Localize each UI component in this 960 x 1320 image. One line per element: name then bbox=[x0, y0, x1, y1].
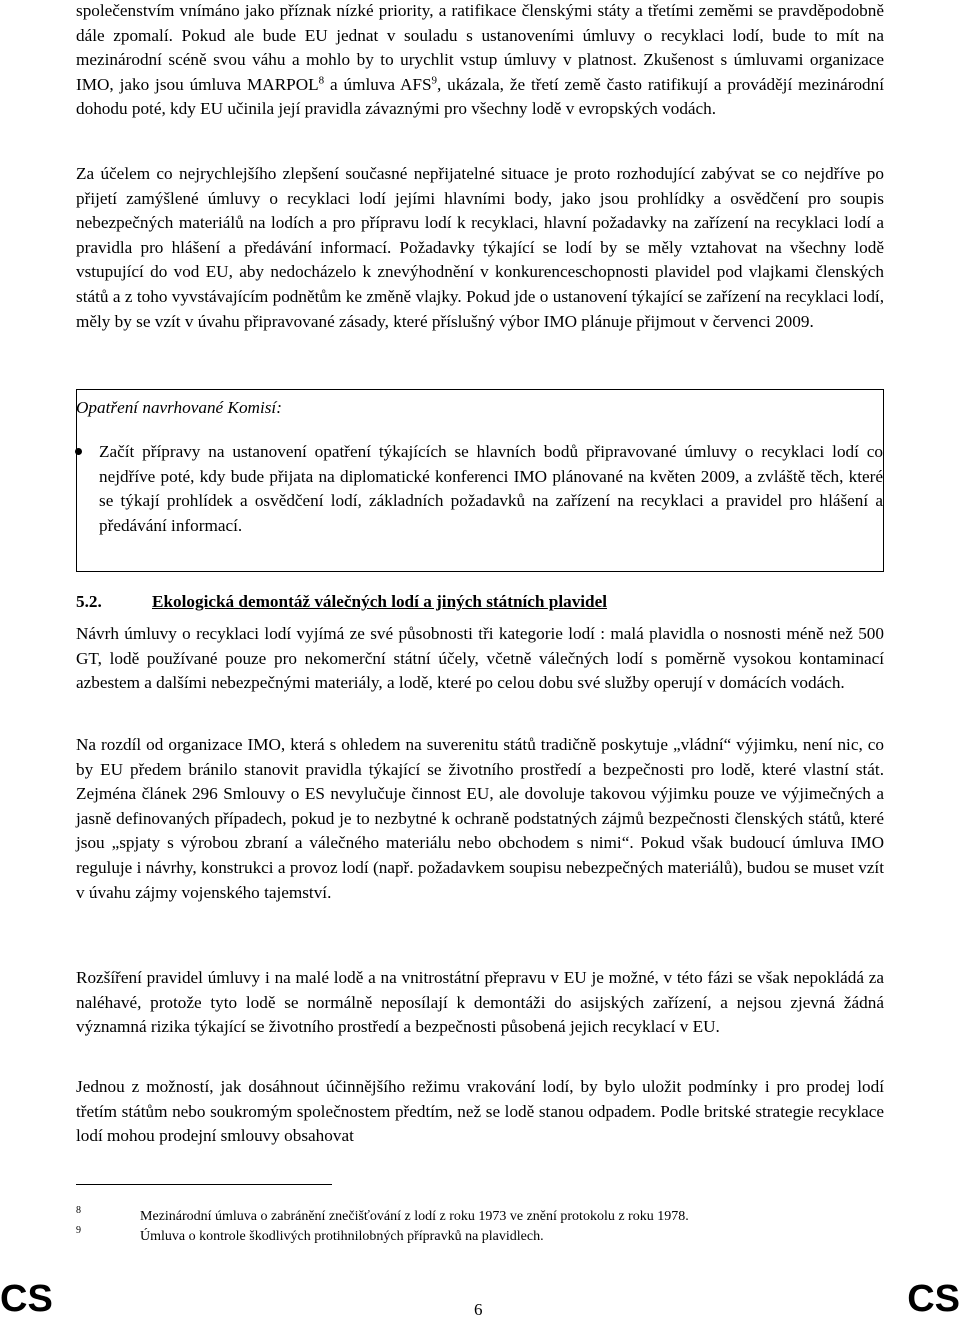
language-code-left: CS bbox=[0, 1278, 53, 1320]
paragraph-ratification bbox=[76, 0, 884, 122]
paragraph-state-exemption: Na rozdíl od organizace IMO, která s ohledem na suverenitu států tradičně poskytuje „vládní“ výjimku, není nic, co by EU předem bránilo stanovit pravidla týkající se životního prostředí a bezpečnosti pro lodě, které vlastní stát. Zejména článek 296 Smlouvy o ES nevylučuje činnost EU, ale dovoluje takovou výjimku pouze ve výjimečných a jasně definovaných případech, pokud je to nezbytné k ochraně podstatných zájmů bezpečnosti členských států, které jsou „spjaty s výrobou zbraní a válečného materiálu nebo obchodem s nimi“. Pokud však budoucí úmluva IMO reguluje i návrhy, konstrukci a provoz lodí (např. požadavkem soupisu nebezpečných materiálů), budou se muset vzít v úvahu zájmy vojenského tajemství. bbox=[76, 735, 884, 902]
footnote-divider bbox=[76, 1184, 332, 1185]
paragraph-text: a úmluva AFS bbox=[324, 74, 432, 94]
footnote-ref-8[interactable]: 8 bbox=[318, 74, 325, 87]
paragraph-improvement: Za účelem co nejrychlejšího zlepšení současné nepřijatelné situace je proto rozhodující zabývat se co nejdříve po přijetí zamýšlené úmluvy o recyklaci lodí jejími hlavními body, jako jsou prohlídky a osvědčení pro soupis nebezpečných materiálů na lodích a pro přípravu lodí k recyklaci, hlavní požadavky na zařízení na recyklaci lodí a pravidla pro hlášení a předávání informací. Požadavky týkající se lodí by se měly vztahovat na všechny lodě vstupující do vod EU, aby nedocházelo k znevýhodnění v konkurenceschopnosti plavidel pod vlajkami členských států a z toho vyvstávajícím podnětům ke změně vlajky. Pokud jde o ustanovení týkající se zařízení na recyklaci lodí, měly by se vzít v úvahu připravované zásady, které příslušný výbor IMO plánuje přijmout v červenci 2009. bbox=[76, 164, 884, 331]
bullet-text: Začít přípravy na ustanovení opatření týkajících se hlavních bodů připravované úmluvy o recyklaci lodí co nejdříve poté, kdy bude přijata na diplomatické konferenci IMO plánované na květen 2009, a zvláště těch, které se týkají prohlídek a osvědčení lodí, základních požadavků na zařízení na recyklaci a pravidel pro hlášení a předávání informací. bbox=[99, 442, 883, 535]
footnote-mark: 8 bbox=[76, 1205, 81, 1216]
section-number: 5.2. bbox=[76, 592, 102, 611]
footnote-text: Úmluva o kontrole škodlivých protihnilobných přípravků na plavidlech. bbox=[140, 1229, 544, 1244]
paragraph-sale-conditions: Jednou z možností, jak dosáhnout účinnějšího režimu vrakování lodí, by bylo uložit podmínky i pro prodej lodí třetím státům nebo soukromým společnostem předtím, než se lodě stanou odpadem. Podle britské strategie recyklace lodí mohou prodejní smlouvy obsahovat bbox=[76, 1077, 884, 1146]
language-code-right: CS bbox=[907, 1278, 960, 1320]
bullet-icon bbox=[75, 448, 82, 455]
footnote-mark: 9 bbox=[76, 1225, 81, 1236]
paragraph-exclusions: Návrh úmluvy o recyklaci lodí vyjímá ze své působnosti tři kategorie lodí : malá plavidla o nosnosti méně než 500 GT, lodě používané pouze pro nekomerční státní účely, včetně válečných lodí s poměrně vysokou kontaminací azbestem a dalšími nebezpečnými materiály, a lodě, které po celou dobu své služby operují v domácích vodách. bbox=[76, 624, 884, 693]
section-title: Ekologická demontáž válečných lodí a jiných státních plavidel bbox=[152, 592, 608, 611]
page-number: 6 bbox=[474, 1300, 483, 1319]
box-title: Opatření navrhované Komisí: bbox=[76, 398, 282, 417]
paragraph-small-ships: Rozšíření pravidel úmluvy i na malé lodě a na vnitrostátní přepravu v EU je možné, v této fázi se však nepokládá za naléhavé, protože tyto lodě se normálně neposílají k demontáži do asijských zařízení, a nejsou zjevná žádná významná rizika týkající se životního prostředí a bezpečnosti působená jejich recyklací v EU. bbox=[76, 968, 884, 1037]
footnote-ref-9[interactable]: 9 bbox=[431, 74, 438, 87]
paragraph-text: společenstvím vnímáno jako příznak nízké priority, a ratifikace členskými státy a třetími zeměmi se pravděpodobně dále zpomalí. Pokud ale bude EU jednat v souladu s ustanoveními úmluvy o recyklaci lodí, bude to mít na mezinárodní scéně svou váhu a mohlo by to urychlit vstup úmluvy v platnost. Zkušenost s úmluvami organizace IMO, jako jsou úmluva MARPOL bbox=[76, 1, 884, 94]
commission-measures-box bbox=[76, 389, 884, 572]
paragraph-text: , ukázala, že třetí země často ratifikují a provádějí mezinárodní dohodu poté, kdy EU učinila její pravidla závaznými pro všechny lodě v evropských vodách. bbox=[76, 74, 885, 119]
footnote-text: Mezinárodní úmluva o zabránění znečišťování z lodí z roku 1973 ve znění protokolu z roku 1978. bbox=[140, 1209, 689, 1224]
